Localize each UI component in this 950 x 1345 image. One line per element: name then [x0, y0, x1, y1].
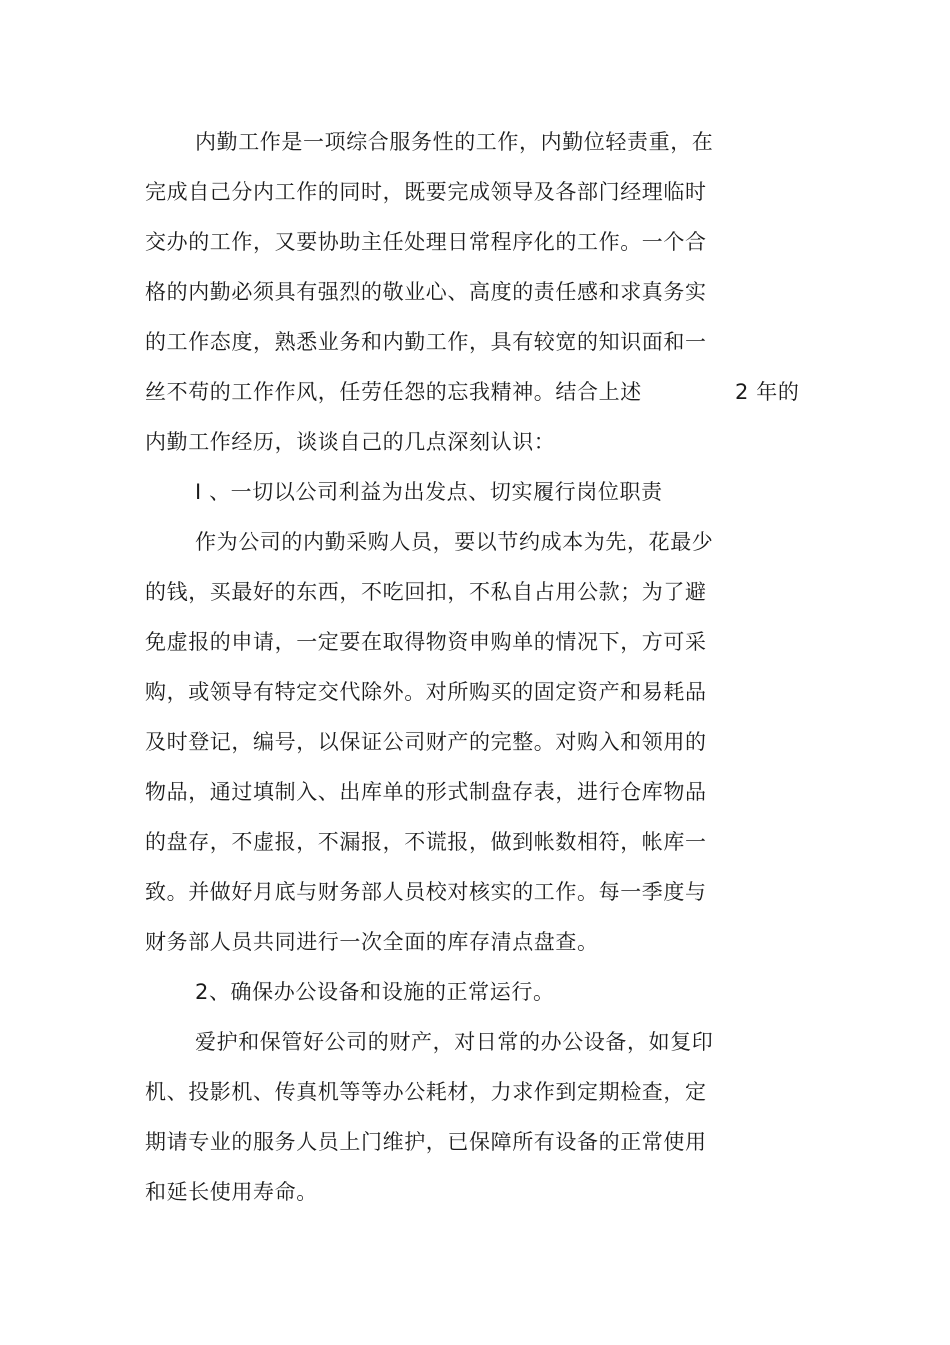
paragraph-3-line-1: 爱护和保管好公司的财产，对日常的办公设备，如复印: [195, 1030, 714, 1054]
paragraph-1-line-3: 交办的工作，又要协助主任处理日常程序化的工作。一个合: [145, 230, 707, 254]
section-heading-1: I 、一切以公司利益为出发点、切实履行岗位职责: [195, 480, 663, 504]
paragraph-1-line-7: 内勤工作经历，谈谈自己的几点深刻认识：: [145, 430, 556, 454]
paragraph-2-line-3: 免虚报的申请，一定要在取得物资申购单的情况下，方可采: [145, 630, 707, 654]
paragraph-2-line-1: 作为公司的内勤采购人员，要以节约成本为先，花最少: [195, 530, 714, 554]
paragraph-2-line-4: 购，或领导有特定交代除外。对所购买的固定资产和易耗品: [145, 680, 707, 704]
paragraph-2-line-7: 的盘存，不虚报，不漏报，不谎报，做到帐数相符，帐库一: [145, 830, 707, 854]
paragraph-2-line-5: 及时登记，编号，以保证公司财产的完整。对购入和领用的: [145, 730, 707, 754]
paragraph-1-trailing-text: 2 年的: [735, 380, 800, 404]
paragraph-3-line-4: 和延长使用寿命。: [145, 1180, 318, 1204]
paragraph-1-line-2: 完成自己分内工作的同时，既要完成领导及各部门经理临时: [145, 180, 707, 204]
paragraph-1-line-1: 内勤工作是一项综合服务性的工作，内勤位轻责重，在: [195, 130, 714, 154]
paragraph-3-line-2: 机、投影机、传真机等等办公耗材，力求作到定期检查，定: [145, 1080, 707, 1104]
paragraph-1-line-6: 丝不苟的工作作风，任劳任怨的忘我精神。结合上述: [145, 380, 642, 404]
paragraph-3-line-3: 期请专业的服务人员上门维护，已保障所有设备的正常使用: [145, 1130, 707, 1154]
paragraph-1-line-5: 的工作态度，熟悉业务和内勤工作，具有较宽的知识面和一: [145, 330, 707, 354]
paragraph-2-line-2: 的钱，买最好的东西，不吃回扣，不私自占用公款；为了避: [145, 580, 707, 604]
paragraph-2-line-8: 致。并做好月底与财务部人员校对核实的工作。每一季度与: [145, 880, 707, 904]
section-heading-2: 2、确保办公设备和设施的正常运行。: [195, 980, 555, 1004]
paragraph-2-line-6: 物品，通过填制入、出库单的形式制盘存表，进行仓库物品: [145, 780, 707, 804]
paragraph-2-line-9: 财务部人员共同进行一次全面的库存清点盘查。: [145, 930, 599, 954]
paragraph-1-line-4: 格的内勤必须具有强烈的敬业心、高度的责任感和求真务实: [145, 280, 707, 304]
